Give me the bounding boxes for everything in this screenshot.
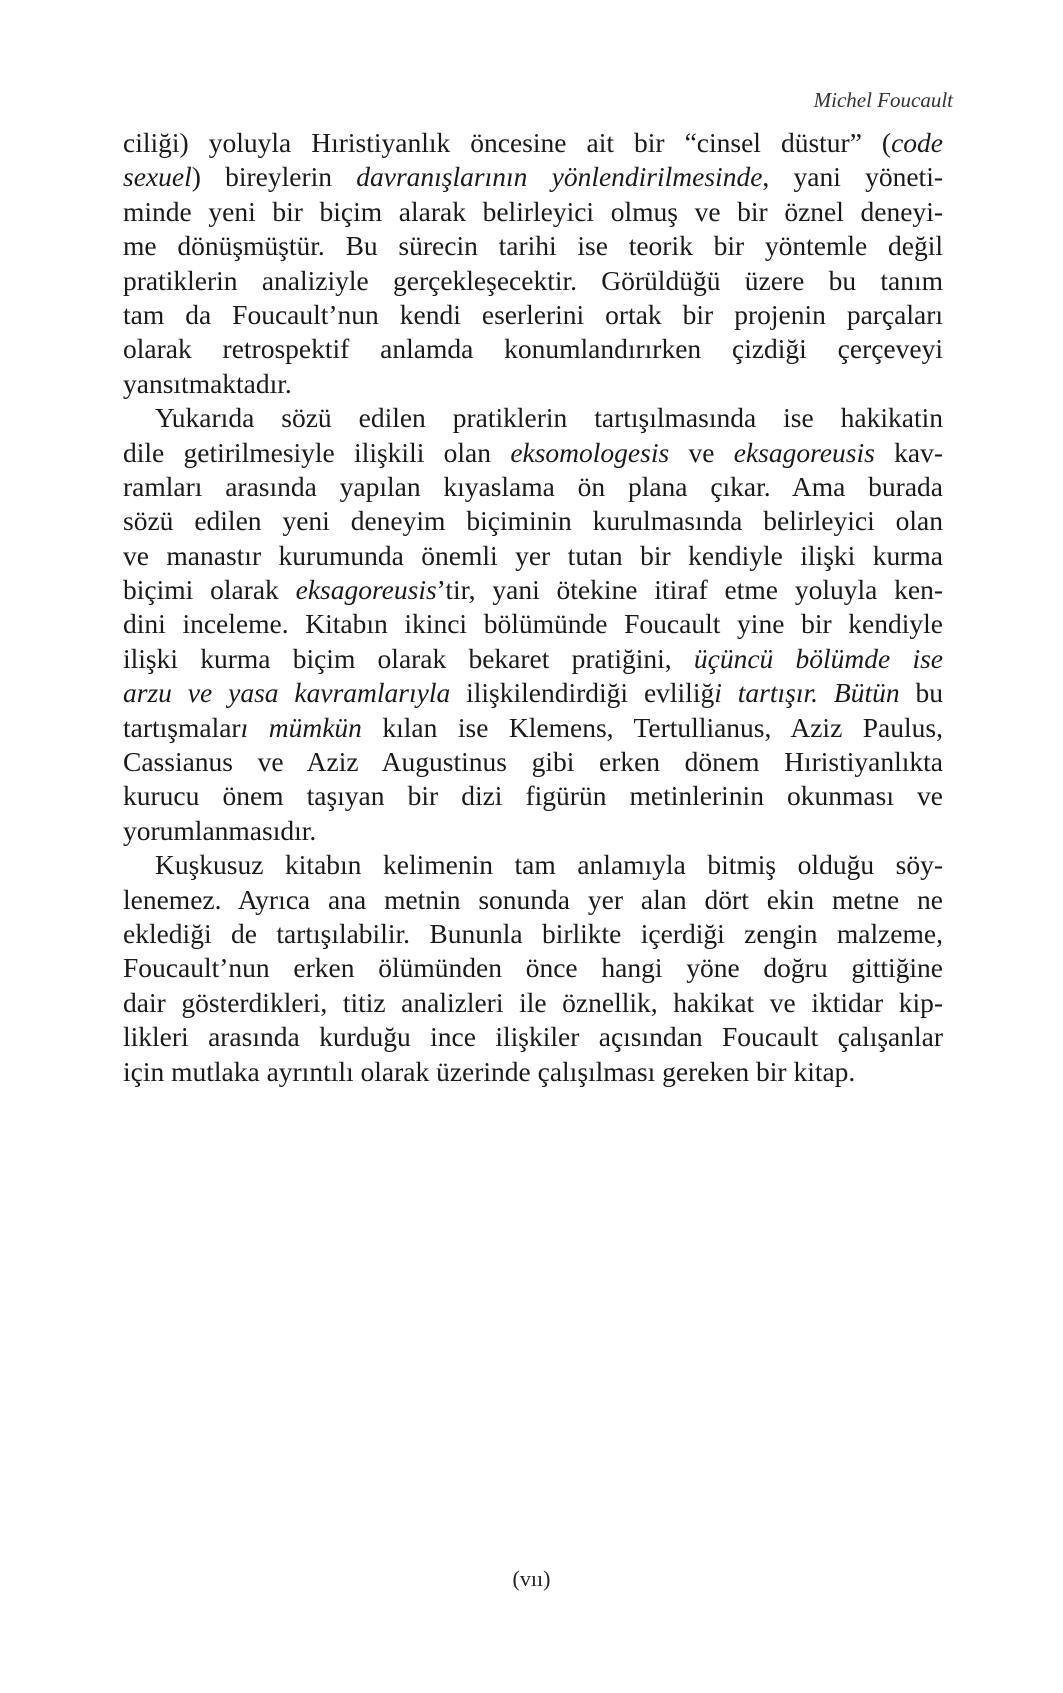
text-segment: ve (669, 436, 734, 468)
text-line (123, 401, 943, 435)
text-segment: tam da Foucault’nun kendi eserlerini ortak bir projenin parçaları (123, 298, 943, 330)
text-line (123, 814, 943, 848)
text-line (123, 779, 943, 813)
text-line (123, 642, 943, 676)
text-line (123, 436, 943, 470)
text-segment: kav- (874, 436, 943, 468)
text-segment: yorumlanmasıdır. (123, 814, 317, 846)
text-segment: Cassianus ve Aziz Augustinus gibi erken dönem Hıristiyanlıkta (123, 746, 943, 778)
text-line (123, 883, 943, 917)
body-text (123, 126, 943, 1089)
italic-text: davranışlarının yönlendirilmesinde (356, 161, 763, 193)
text-line (123, 745, 943, 779)
text-segment: dile getirilmesiyle ilişkili olan (123, 436, 511, 468)
text-segment: sözü edilen yeni deneyim biçiminin kurulmasında belirleyici olan (123, 505, 943, 537)
text-line (123, 711, 943, 745)
text-segment: ve manastır kurumunda önemli yer tutan bir kendiyle ilişki kurma (123, 539, 943, 571)
text-segment: olarak retrospektif anlamda konumlandırırken çizdiği çerçeveyi (123, 333, 943, 365)
italic-text: ı mümkün (240, 711, 362, 743)
text-segment: ciliği) yoluyla Hıristiyanlık öncesine ait bir “cinsel düstur” ( (123, 127, 892, 158)
text-segment: yansıtmaktadır. (123, 367, 292, 399)
page-number: (vıı) (512, 1566, 551, 1591)
text-line (123, 848, 943, 882)
text-segment: tartışmalar (123, 711, 241, 743)
text-line (123, 1055, 943, 1089)
text-line (123, 160, 943, 194)
text-segment: Foucault’nun erken ölümünden önce hangi yöne doğru gittiğine (123, 952, 943, 984)
text-line (123, 264, 943, 298)
text-segment: kılan ise Klemens, Tertullianus, Aziz Paulus, (361, 711, 943, 743)
text-segment: minde yeni bir biçim alarak belirleyici olmuş ve bir öznel deneyi- (123, 195, 943, 227)
text-segment: için mutlaka ayrıntılı olarak üzerinde çalışılması gereken bir kitap. (123, 1055, 856, 1087)
italic-text: eksagoreusis (295, 574, 437, 606)
text-line (123, 298, 943, 332)
text-segment: , yani yöneti- (762, 161, 943, 193)
text-segment: Yukarıda sözü edilen pratiklerin tartışılmasında ise hakikatin (155, 402, 943, 434)
text-segment: likleri arasında kurduğu ince ilişkiler açısından Foucault çalışanlar (123, 1021, 943, 1053)
text-line (123, 539, 943, 573)
text-segment: bu (899, 677, 943, 709)
text-line (123, 573, 943, 607)
text-line (123, 126, 943, 160)
text-line (123, 1020, 943, 1054)
text-segment: dini inceleme. Kitabın ikinci bölümünde Foucault yine bir kendiyle (123, 608, 943, 640)
text-line (123, 367, 943, 401)
text-segment: ilişkilendirdiği evliliğ (450, 677, 715, 709)
text-segment: ) bireylerin (191, 161, 357, 193)
italic-text: code (891, 127, 943, 158)
italic-text: eksomologesis (510, 436, 670, 468)
text-segment: biçimi olarak (123, 574, 296, 606)
text-segment: me dönüşmüştür. Bu sürecin tarihi ise teorik bir yöntemle değil (123, 230, 943, 262)
text-line (123, 607, 943, 641)
text-segment: kurucu önem taşıyan bir dizi figürün metinlerinin okunması ve (123, 780, 943, 812)
text-segment: Kuşkusuz kitabın kelimenin tam anlamıyla bitmiş olduğu söy- (155, 849, 943, 881)
text-line (123, 951, 943, 985)
text-line (123, 986, 943, 1020)
running-head: Michel Foucault (813, 88, 953, 112)
text-segment: ’tir, yani ötekine itiraf etme yoluyla ken- (436, 574, 943, 606)
text-line (123, 917, 943, 951)
text-line (123, 470, 943, 504)
text-line (123, 676, 943, 710)
text-line (123, 332, 943, 366)
text-segment: pratiklerin analiziyle gerçekleşecektir. Görüldüğü üzere bu tanım (123, 264, 943, 296)
text-segment: eklediği de tartışılabilir. Bununla birlikte içerdiği zengin malzeme, (123, 917, 943, 949)
text-segment: ramları arasında yapılan kıyaslama ön plana çıkar. Ama burada (123, 470, 943, 502)
text-line (123, 504, 943, 538)
italic-text: sexuel (123, 161, 192, 193)
italic-text: üçüncü bölümde ise (693, 642, 943, 674)
text-segment: lenemez. Ayrıca ana metnin sonunda yer alan dört ekin metne ne (123, 883, 943, 915)
text-segment: ilişki kurma biçim olarak bekaret pratiğini, (123, 642, 694, 674)
text-segment: dair gösterdikleri, titiz analizleri ile öznellik, hakikat ve iktidar kip- (123, 986, 943, 1018)
italic-text: eksagoreusis (733, 436, 875, 468)
text-line (123, 195, 943, 229)
italic-text: arzu ve yasa kavramlarıyla (123, 677, 451, 709)
text-line (123, 229, 943, 263)
italic-text: i tartışır. Bütün (714, 677, 900, 709)
